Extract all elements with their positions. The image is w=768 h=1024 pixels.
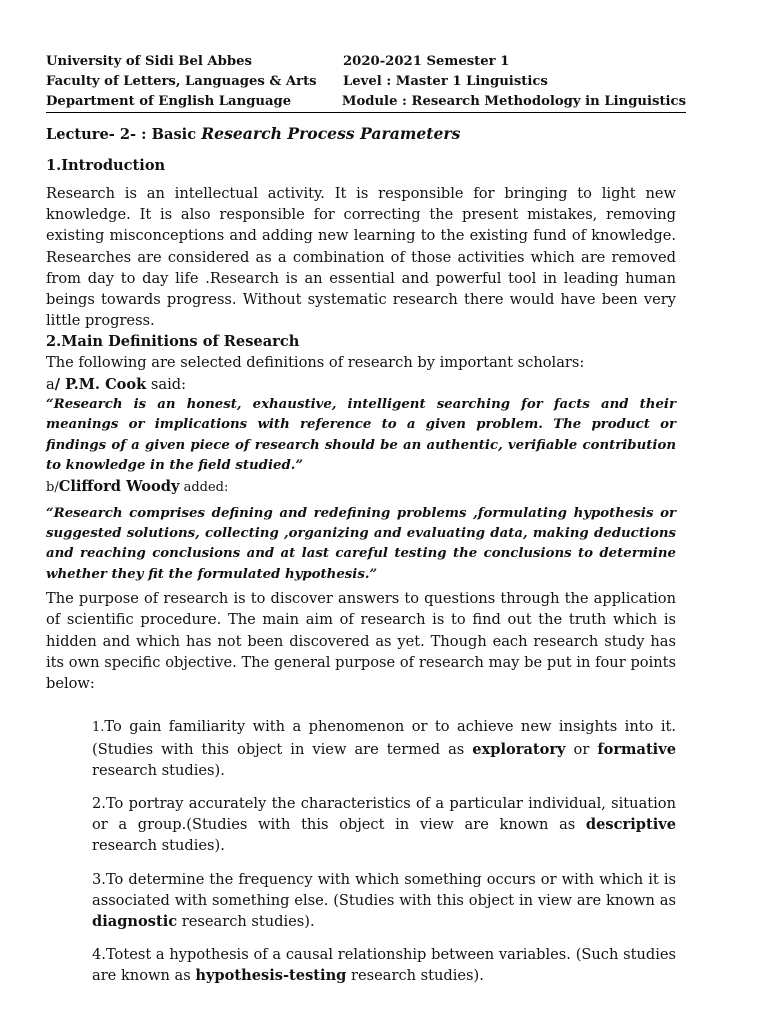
header-row-1 [46, 52, 686, 72]
faculty-name: Faculty of Letters, Languages & Arts [46, 74, 317, 89]
definition-a-prefix: a [46, 375, 55, 393]
definition-b-attribution [46, 476, 676, 498]
university-name: University of Sidi Bel Abbes [46, 54, 252, 69]
intro-paragraph: Research is an intellectual activity. It is responsible for bringing to light new knowledge. It is also responsible for correcting the present mistakes, removing existing misconceptions and adding new learning to the existing fund of knowledge. Researches are considered as a combination of those activities which are removed from day to day life .Research is an essential and powerful tool in leading human beings towards progress. Without systematic research there would have been very little progress. [46, 185, 676, 330]
list-item: 2.To portray accurately the characteristics of a particular individual, situation or a group.(Studies with this object in view are known as descriptive research studies). [92, 794, 676, 855]
lecture-prefix: Lecture- 2- : Basic [46, 126, 202, 143]
author-woody: Clifford Woody [58, 478, 180, 496]
purpose-list [92, 716, 676, 986]
list-item: 1.To gain familiarity with a phenomenon or to achieve new insights into it. (Studies with this object in view are termed as exploratory or formative research studies). [92, 718, 676, 779]
definition-b-quote: “Research comprises defining and redefining problems ,formulating hypothesis or suggested solutions, collecting ,organizing and evaluating data, making deductions and reaching conclusions and at last careful testing the conclusions to determine whether they fit the formulated hypothesis.” [46, 505, 676, 582]
author-cook: / P.M. Cook [54, 375, 147, 393]
purpose-paragraph: The purpose of research is to discover answers to questions through the application of scientific procedure. The main aim of research is to find out the truth which is hidden and which has not been discovered as yet. Though each research study has its own specific objective. The general purpose of research may be put in four points below: [46, 590, 676, 693]
academic-year: 2020-2021 Semester 1 [343, 54, 510, 69]
header-row-2 [46, 72, 686, 92]
department-name: Department of English Language [46, 94, 292, 109]
level: Level : Master 1 Linguistics [343, 74, 548, 89]
definition-a-quote: “Research is an honest, exhaustive, intelligent searching for facts and their meanings or implications with reference to a given problem. The product or findings of a given piece of research should be an authentic, verifiable contribution to knowledge in the field studied.” [46, 396, 676, 474]
definitions-heading: 2.Main Definitions of Research [46, 333, 300, 351]
definition-b-said: added: [179, 480, 229, 496]
definition-a-attribution [46, 374, 676, 395]
document-body [46, 124, 676, 999]
document-header [46, 52, 686, 113]
header-row-3 [46, 92, 686, 113]
intro-heading: 1.Introduction [46, 157, 166, 174]
definition-b-prefix: b/ [46, 480, 59, 496]
lecture-topic: Research Process Parameters [201, 124, 461, 143]
list-item: 3.To determine the frequency with which something occurs or with which it is associated with something else. (Studies with this object in view are known as diagnostic research studies). [92, 870, 676, 930]
lecture-title [46, 124, 676, 145]
list-item: 4.Totest a hypothesis of a causal relationship between variables. (Such studies are known as hypothesis-testing research studies). [92, 946, 676, 985]
definitions-lead: The following are selected definitions of research by important scholars: [46, 354, 585, 372]
module-name: Module : Research Methodology in Linguistics [341, 94, 686, 109]
definition-a-said: said: [146, 375, 187, 393]
